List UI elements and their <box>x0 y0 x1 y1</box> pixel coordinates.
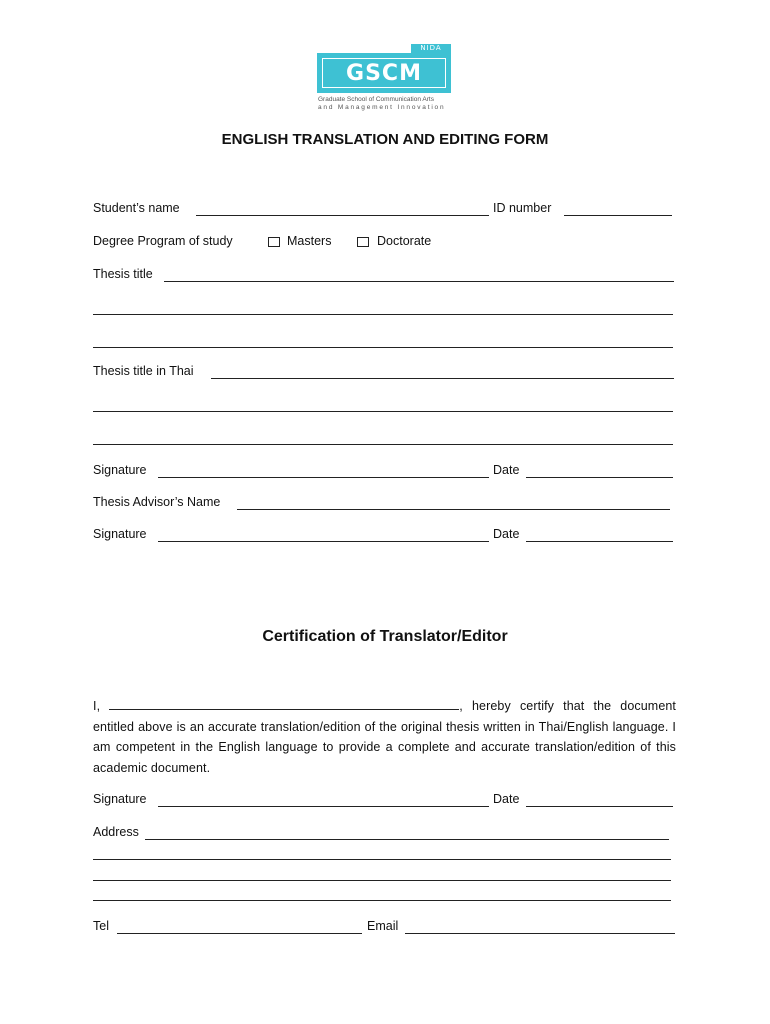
logo-tab: NIDA <box>411 44 451 53</box>
logo-text: GSCM <box>346 60 422 86</box>
logo-subtitle-1: Graduate School of Communication Arts <box>318 96 434 103</box>
doctorate-checkbox[interactable] <box>357 237 369 247</box>
translator-signature-label: Signature <box>93 792 147 806</box>
thesis-title-field[interactable] <box>164 281 674 282</box>
tel-label: Tel <box>93 919 109 933</box>
masters-label: Masters <box>287 234 332 248</box>
thesis-title-label: Thesis title <box>93 267 153 281</box>
translator-date-field[interactable] <box>526 806 673 807</box>
advisor-date-label: Date <box>493 527 520 541</box>
student-date-label: Date <box>493 463 520 477</box>
logo-subtitle-2: and Management Innovation <box>318 104 446 111</box>
student-date-field[interactable] <box>526 477 673 478</box>
thesis-title-thai-field-line-2[interactable] <box>93 411 673 412</box>
doctorate-label: Doctorate <box>377 234 432 248</box>
address-field-line-2[interactable] <box>93 859 671 860</box>
advisor-date-field[interactable] <box>526 541 673 542</box>
student-signature-label: Signature <box>93 463 147 477</box>
certification-text-rest: , hereby certify that the document entitled above is an accurate translation/edition of the original thesis written in Thai/English language. I am competent in the English language to provide a complete and accurate translation/edition of this academic document. <box>93 699 676 775</box>
certification-title: Certification of Translator/Editor <box>262 628 508 645</box>
thesis-title-thai-field[interactable] <box>211 378 674 379</box>
id-number-field[interactable] <box>564 215 672 216</box>
thesis-title-field-line-2[interactable] <box>93 314 673 315</box>
id-number-label: ID number <box>493 201 552 215</box>
student-signature-field[interactable] <box>158 477 489 478</box>
student-name-field[interactable] <box>196 215 489 216</box>
degree-program-label: Degree Program of study <box>93 234 233 248</box>
tel-field[interactable] <box>117 933 362 934</box>
form-title: ENGLISH TRANSLATION AND EDITING FORM <box>221 131 549 148</box>
address-field-line-4[interactable] <box>93 900 671 901</box>
thesis-title-field-line-3[interactable] <box>93 347 673 348</box>
address-label: Address <box>93 825 139 839</box>
student-name-label: Student’s name <box>93 201 180 215</box>
translator-name-field[interactable] <box>109 697 459 710</box>
certification-text-start: I, <box>93 699 101 713</box>
address-field-line-3[interactable] <box>93 880 671 881</box>
email-label: Email <box>367 919 399 933</box>
advisor-name-field[interactable] <box>237 509 670 510</box>
masters-checkbox[interactable] <box>268 237 280 247</box>
address-field[interactable] <box>145 839 669 840</box>
advisor-name-label: Thesis Advisor’s Name <box>93 495 221 509</box>
email-field[interactable] <box>405 933 675 934</box>
translator-signature-field[interactable] <box>158 806 489 807</box>
translator-date-label: Date <box>493 792 520 806</box>
certification-statement <box>93 696 676 778</box>
thesis-title-thai-label: Thesis title in Thai <box>93 364 194 378</box>
advisor-signature-field[interactable] <box>158 541 489 542</box>
logo-box <box>317 53 451 93</box>
advisor-signature-label: Signature <box>93 527 147 541</box>
thesis-title-thai-field-line-3[interactable] <box>93 444 673 445</box>
